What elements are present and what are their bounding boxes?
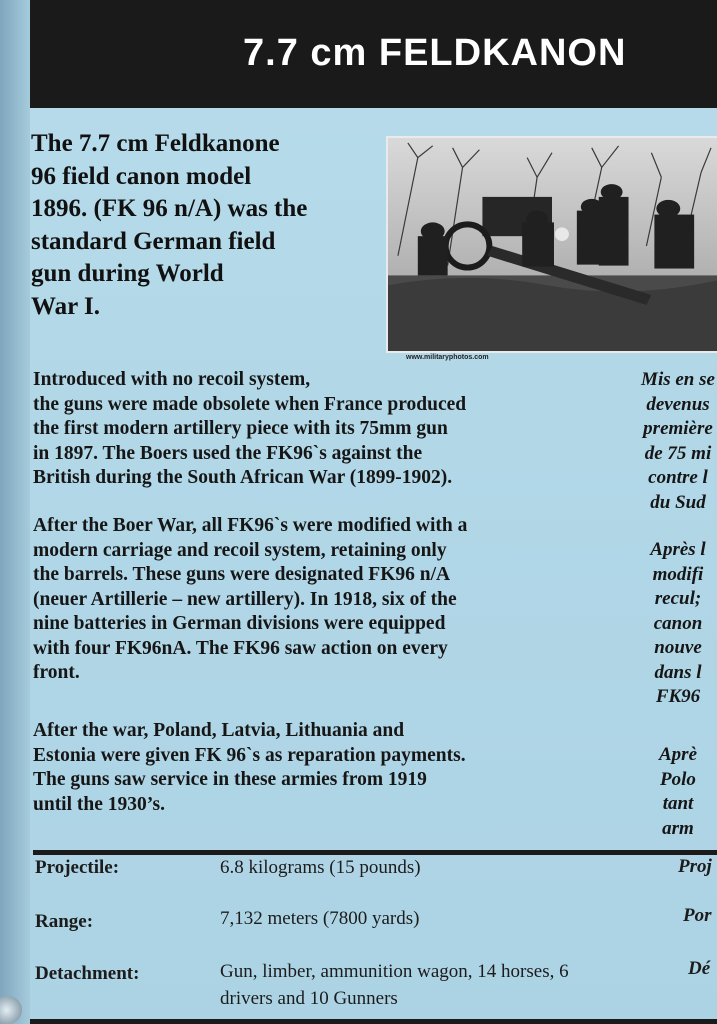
plaque-title: 7.7 cm FELDKANON	[243, 32, 627, 74]
spec-label-range: Range:	[35, 911, 94, 932]
intro-line: War I.	[31, 292, 100, 320]
spec-fr-projectile: Proj	[678, 856, 712, 877]
intro-heading	[31, 128, 381, 323]
french-paragraph: Aprè Polo tant arm	[659, 744, 697, 839]
spec-label-detachment: Detachment:	[35, 963, 140, 984]
historic-gun-crew-photo	[386, 136, 717, 353]
english-paragraph: After the Boer War, all FK96`s were modified with a modern carriage and recoil system, retaining only the barrels. These guns were designated FK96 n/A (neuer Artillerie – new artillery). In 1918, six of the nine batteries in German divisions were equipped with four FK96nA. The FK96 saw action on every front.	[33, 515, 468, 683]
spec-value-detachment: Gun, limber, ammunition wagon, 14 horses, 6 drivers and 10 Gunners	[220, 961, 569, 1009]
spec-fr-detachment: Dé	[688, 958, 711, 979]
intro-line: gun during World	[31, 260, 224, 287]
intro-line: standard German field	[31, 227, 276, 255]
plaque-edge-shadow	[0, 0, 30, 1024]
intro-line: 96 field canon model	[31, 162, 252, 190]
intro-line: The 7.7 cm Feldkanone	[31, 130, 280, 157]
intro-line: 1896. (FK 96 n/A) was the	[31, 195, 308, 222]
english-paragraph: After the war, Poland, Latvia, Lithuania and Estonia were given FK 96`s as reparation payments. The guns saw service in these armies from 1919 until the 1930’s.	[33, 720, 466, 815]
english-paragraph: Introduced with no recoil system, the guns were made obsolete when France produced the first modern artillery piece with its 75mm gun in 1897. The Boers used the FK96`s against the British during the South African War (1899-1902).	[33, 369, 467, 488]
spec-fr-range: Por	[683, 905, 712, 926]
french-paragraph: Après l modifi recul; canon nouve dans l FK96	[650, 539, 706, 707]
bottom-border	[30, 1019, 717, 1024]
spec-label-projectile: Projectile:	[35, 857, 120, 878]
spec-value-projectile: 6.8 kilograms (15 pounds)	[220, 857, 421, 878]
photo-credit: www.militaryphotos.com	[406, 354, 489, 361]
french-paragraph: Mis en se devenus première de 75 mi contre l du Sud	[641, 369, 715, 513]
spec-value-range: 7,132 meters (7800 yards)	[220, 908, 420, 929]
